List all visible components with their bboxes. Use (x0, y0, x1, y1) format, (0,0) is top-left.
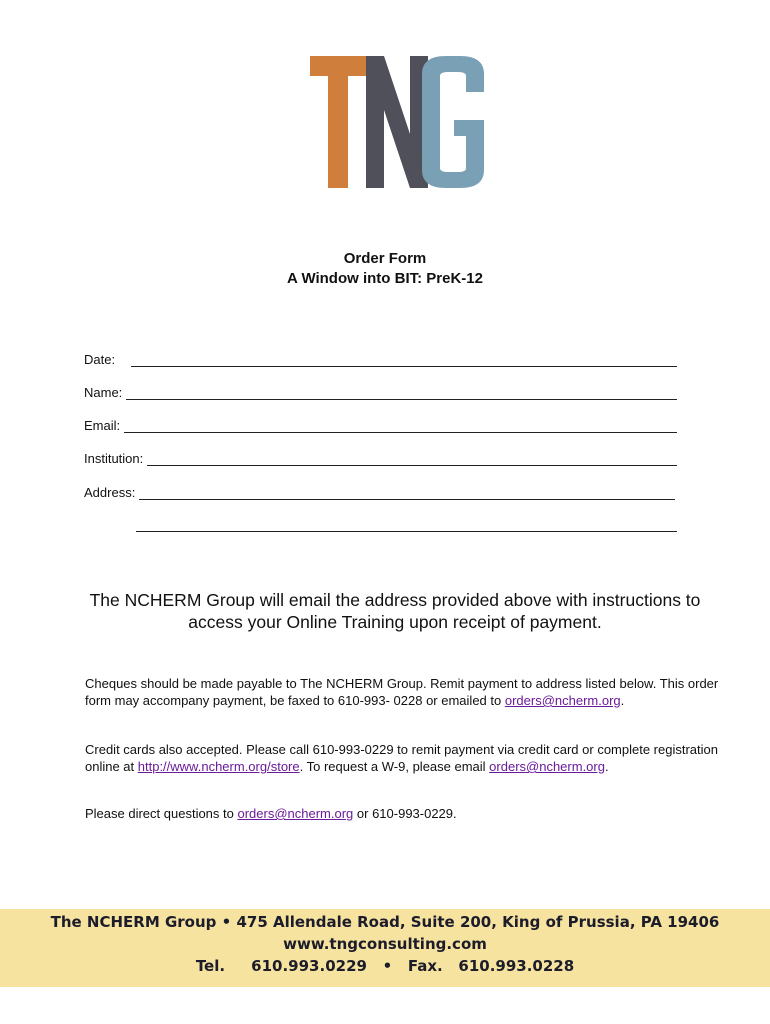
credit-text: Credit cards also accepted. Please call 610-993-0229 to remit payment via credit card or complete registration online at (85, 742, 718, 774)
address-label: Address: (84, 485, 136, 500)
address-field[interactable] (84, 485, 675, 500)
questions-paragraph (85, 805, 725, 822)
questions-text: Please direct questions to (85, 806, 238, 821)
cheques-paragraph (85, 675, 725, 709)
date-field[interactable] (84, 352, 677, 367)
store-link[interactable]: http://www.ncherm.org/store (137, 759, 300, 774)
address-line-2[interactable] (136, 531, 677, 532)
credit-email-link[interactable]: orders@ncherm.org (489, 759, 605, 774)
logo-letter-t (310, 56, 366, 188)
name-line[interactable] (126, 387, 677, 400)
credit-text-end: . (604, 759, 609, 774)
institution-field[interactable] (84, 451, 677, 466)
date-line[interactable] (131, 354, 677, 367)
email-field[interactable] (84, 418, 677, 433)
footer-address: The NCHERM Group • 475 Allendale Road, Suite 200, King of Prussia, PA 19406 (50, 913, 720, 931)
institution-label: Institution: (84, 451, 144, 466)
notice-text: The NCHERM Group will email the address provided above with instructions to access your Online Training upon receipt of payment. (89, 590, 701, 632)
email-line[interactable] (124, 420, 677, 433)
logo-letter-g (422, 56, 484, 188)
questions-text-end: or 610-993-0229. (353, 806, 457, 821)
cheques-text: Cheques should be made payable to The NCHERM Group. Remit payment to address listed below. This order form may accompany payment, be faxed to 610-993- 0228 or emailed to (85, 676, 719, 708)
footer-website: www.tngconsulting.com (283, 935, 487, 953)
credit-paragraph (85, 741, 725, 775)
logo-letter-n (366, 56, 428, 188)
form-title: Order Form (343, 250, 427, 267)
name-label: Name: (84, 385, 123, 400)
form-subtitle: A Window into BIT: PreK-12 (287, 270, 483, 287)
credit-text-mid: . To request a W-9, please email (299, 759, 490, 774)
footer-banner (0, 909, 770, 987)
footer-contact: Tel. 610.993.0229 • Fax. 610.993.0228 (195, 957, 575, 975)
cheques-text-end: . (620, 693, 625, 708)
cheques-email-link[interactable]: orders@ncherm.org (504, 693, 621, 708)
tng-logo (308, 54, 488, 190)
address-line[interactable] (139, 487, 675, 500)
email-label: Email: (84, 418, 121, 433)
name-field[interactable] (84, 385, 677, 400)
institution-line[interactable] (147, 453, 677, 466)
date-label: Date: (84, 352, 116, 367)
questions-email-link[interactable]: orders@ncherm.org (237, 806, 354, 821)
